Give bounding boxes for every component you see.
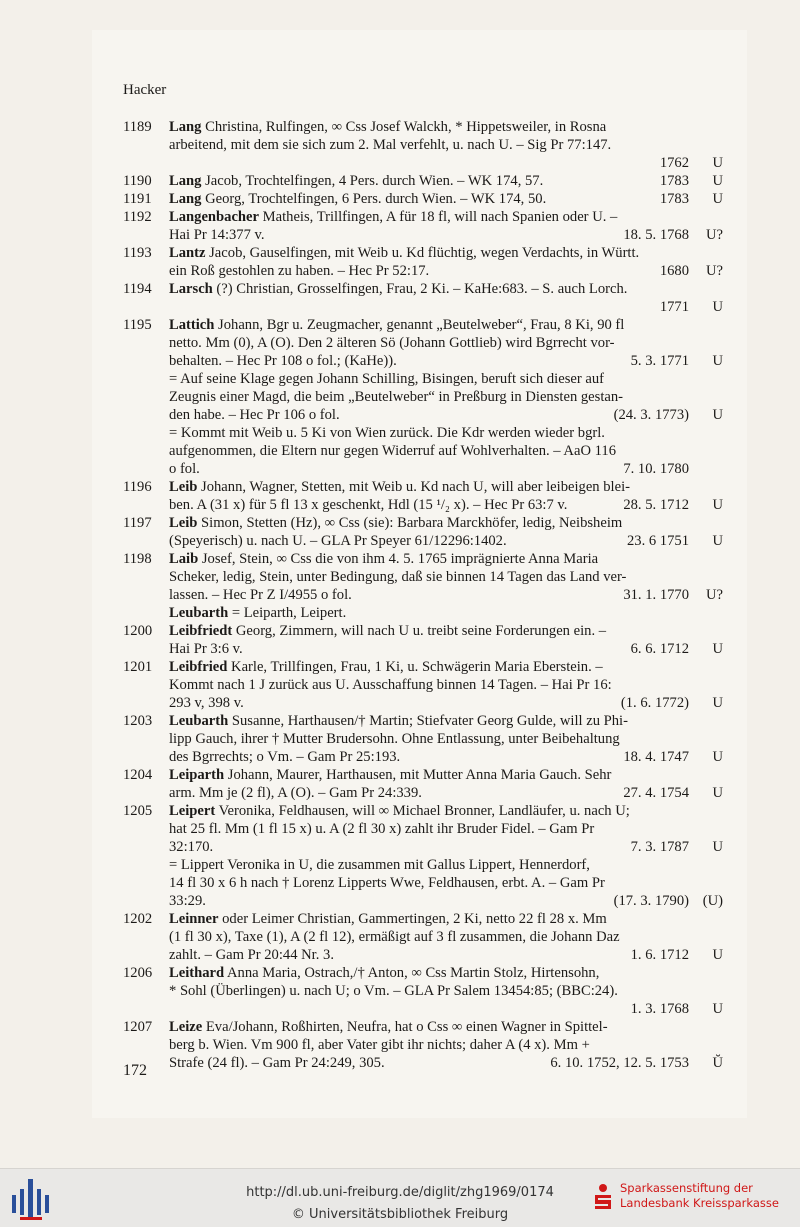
- entry-date: 6. 6. 1712: [630, 641, 689, 657]
- line-text: zahlt. – Gam Pr 20:44 Nr. 3.: [169, 947, 334, 963]
- entry-text: [169, 910, 723, 964]
- entry-number: 1191: [123, 191, 152, 207]
- entry-1195: [123, 316, 723, 478]
- entry-text: [169, 244, 723, 280]
- entry-line: [169, 874, 689, 892]
- entry-text: [169, 622, 723, 658]
- line-text: Lang Jacob, Trochtelfingen, 4 Pers. durch Wien. – WK 174, 57.: [169, 173, 544, 189]
- line-text: Leinner oder Leimer Christian, Gammertingen, 2 Ki, netto 22 fl 28 x. Mm: [169, 911, 607, 927]
- line-text: Leib Johann, Wagner, Stetten, mit Weib u. Kd nach U, will aber leibeigen blei-: [169, 479, 630, 495]
- entry-1189: [123, 118, 723, 172]
- emigration-status: U: [712, 407, 723, 423]
- line-text: Larsch (?) Christian, Grosselfingen, Frau, 2 Ki. – KaHe:683. – S. auch Lorch.: [169, 281, 628, 297]
- line-text: ben. A (31 x) für 5 fl 13 x geschenkt, Hdl (15 ¹/₂ x). – Hec Pr 63:7 v.: [169, 497, 568, 513]
- entry-number: 1193: [123, 245, 152, 261]
- entry-line: [169, 604, 689, 622]
- emigration-status: U: [712, 155, 723, 171]
- line-text: = Kommt mit Weib u. 5 Ki von Wien zurück. Die Kdr werden wieder bgrl.: [169, 425, 605, 441]
- entry-number: 1205: [123, 803, 153, 819]
- line-text: berg b. Wien. Vm 900 fl, aber Vater gibt ihr nichts; daher A (4 x). Mm +: [169, 1037, 590, 1053]
- entry-1192: [123, 208, 723, 244]
- line-text: des Bgrrechts; o Vm. – Gam Pr 25:193.: [169, 749, 401, 765]
- emigration-status: U: [712, 947, 723, 963]
- emigration-status: U: [712, 749, 723, 765]
- line-text: netto. Mm (0), A (O). Den 2 älteren Sö (Johann Gottlieb) wird Bgrrecht vor-: [169, 335, 615, 351]
- emigration-status: U?: [705, 263, 723, 279]
- entry-number: 1197: [123, 515, 152, 531]
- entry-line: [169, 820, 689, 838]
- line-text: Lang Christina, Rulfingen, ∞ Css Josef Walckh, * Hippetsweiler, in Rosna: [169, 119, 607, 135]
- entry-date: 1783: [659, 173, 689, 189]
- line-text: Langenbacher Matheis, Trillfingen, A für 18 fl, will nach Spanien oder U. –: [169, 209, 618, 225]
- entry-date: (17. 3. 1790): [613, 893, 689, 909]
- line-text: hat 25 fl. Mm (1 fl 15 x) u. A (2 fl 30 x) zahlt ihr Bruder Fidel. – Gam Pr: [169, 821, 595, 837]
- entry-number: 1196: [123, 479, 152, 495]
- running-header: Hacker: [123, 82, 167, 98]
- entry-line: [169, 1018, 689, 1036]
- line-text: arbeitend, mit dem sie sich zum 2. Mal verfehlt, u. nach U. – Sig Pr 77:147.: [169, 137, 612, 153]
- emigration-status: U: [712, 191, 723, 207]
- line-text: Leize Eva/Johann, Roßhirten, Neufra, hat o Css ∞ einen Wagner in Spittel-: [169, 1019, 608, 1035]
- entry-text: [169, 190, 723, 208]
- line-text: [169, 1000, 625, 1018]
- line-text: Kommt nach 1 J zurück aus U. Ausschaffung binnen 14 Tagen. – Hai Pr 16:: [169, 677, 612, 693]
- line-text: Leipert Veronika, Feldhausen, will ∞ Michael Bronner, Landläufer, u. nach U;: [169, 803, 630, 819]
- entry-text: [169, 550, 723, 622]
- line-text: lipp Gauch, ihrer † Mutter Brudersohn. Ohne Entlassung, unter Beibehaltung: [169, 731, 620, 747]
- entry-1198: [123, 550, 723, 622]
- entry-date: 6. 10. 1752, 12. 5. 1753: [550, 1055, 689, 1071]
- emigration-status: U: [712, 353, 723, 369]
- entry-date: (24. 3. 1773): [613, 407, 689, 423]
- entry-number: 1189: [123, 119, 152, 135]
- entry-date: 23. 6 1751: [626, 533, 689, 549]
- viewer-footer: [0, 1168, 800, 1227]
- entry-line: [169, 748, 723, 766]
- emigration-status: U?: [705, 587, 723, 603]
- line-text: ein Roß gestohlen zu haben. – Hec Pr 52:17.: [169, 263, 430, 279]
- entry-line: [169, 712, 689, 730]
- entry-text: [169, 514, 723, 550]
- entry-date: 7. 10. 1780: [623, 461, 689, 477]
- entry-text: [169, 712, 723, 766]
- line-text: aufgenommen, die Eltern nur gegen Widerruf auf Wohlverhalten. – AaO 116: [169, 443, 616, 459]
- line-text: Leubarth = Leiparth, Leipert.: [169, 605, 347, 621]
- entry-date: (1. 6. 1772): [620, 695, 689, 711]
- entry-text: [169, 478, 723, 514]
- line-text: 293 v, 398 v.: [169, 695, 244, 711]
- entry-text: [169, 172, 723, 190]
- entry-text: [169, 208, 723, 244]
- entry-line: [169, 424, 689, 442]
- line-text: o fol.: [169, 461, 200, 477]
- sparkasse-logo-icon: [592, 1183, 614, 1209]
- entry-line: [169, 802, 689, 820]
- entry-line: [169, 946, 723, 964]
- line-text: Leubarth Susanne, Harthausen/† Martin; Stiefvater Georg Gulde, will zu Phi-: [169, 713, 628, 729]
- line-text: 14 fl 30 x 6 h nach † Lorenz Lipperts Wwe, Feldhausen, erbt. A. – Gam Pr: [169, 875, 605, 891]
- entry-list: [123, 118, 723, 1072]
- entry-1200: [123, 622, 723, 658]
- sparkasse-sponsor: [592, 1179, 797, 1219]
- entry-1203: [123, 712, 723, 766]
- entry-line: [169, 496, 723, 514]
- entry-line: [169, 910, 689, 928]
- entry-line: [169, 118, 689, 136]
- entry-text: [169, 118, 723, 172]
- entry-date: 1783: [659, 191, 689, 207]
- line-text: Leibfriedt Georg, Zimmern, will nach U u. treibt seine Forderungen ein. –: [169, 623, 607, 639]
- entry-number: 1202: [123, 911, 153, 927]
- entry-date: 1. 6. 1712: [630, 947, 689, 963]
- line-text: Scheker, ledig, Stein, unter Bedingung, daß sie binnen 14 Tagen das Land ver-: [169, 569, 627, 585]
- entry-number: 1203: [123, 713, 153, 729]
- entry-text: [169, 802, 723, 910]
- entry-line: [169, 892, 723, 910]
- line-text: Leithard Anna Maria, Ostrach,/† Anton, ∞ Css Martin Stolz, Hirtensohn,: [169, 965, 600, 981]
- entry-date: 1762: [659, 155, 689, 171]
- line-text: Hai Pr 14:377 v.: [169, 227, 265, 243]
- entry-line: [169, 1054, 723, 1072]
- entry-line: [169, 478, 689, 496]
- entry-line: [169, 982, 689, 1000]
- entry-line: [169, 532, 723, 550]
- entry-text: [169, 964, 723, 1018]
- line-text: Hai Pr 3:6 v.: [169, 641, 243, 657]
- line-text: 33:29.: [169, 893, 206, 909]
- entry-1205: [123, 802, 723, 910]
- entry-line: [169, 766, 689, 784]
- entry-text: [169, 766, 723, 802]
- line-text: = Lippert Veronika in U, die zusammen mit Gallus Lippert, Hennerdorf,: [169, 857, 590, 873]
- entry-1194: [123, 280, 723, 316]
- line-text: Leibfried Karle, Trillfingen, Frau, 1 Ki, u. Schwägerin Maria Eberstein. –: [169, 659, 603, 675]
- line-text: behalten. – Hec Pr 108 o fol.; (KaHe)).: [169, 353, 397, 369]
- entry-1202: [123, 910, 723, 964]
- line-text: (Speyerisch) u. nach U. – GLA Pr Speyer 61/12296:1402.: [169, 533, 507, 549]
- emigration-status: U: [712, 533, 723, 549]
- entry-line: [169, 838, 723, 856]
- line-text: den habe. – Hec Pr 106 o fol.: [169, 407, 340, 423]
- entry-date: 1680: [659, 263, 689, 279]
- entry-line: [169, 226, 723, 244]
- emigration-status: U: [712, 785, 723, 801]
- entry-date: 7. 3. 1787: [630, 839, 689, 855]
- emigration-status: U: [712, 641, 723, 657]
- emigration-status: U: [712, 497, 723, 513]
- entry-line: [169, 352, 723, 370]
- emigration-status: U: [712, 299, 723, 315]
- line-text: (1 fl 30 x), Taxe (1), A (2 fl 12), ermäßigt auf 3 fl zusammen, die Johann Daz: [169, 929, 620, 945]
- sponsor-line-1: Sparkassenstiftung der: [620, 1181, 753, 1195]
- entry-line: [169, 514, 689, 532]
- entry-line: [169, 856, 689, 874]
- entry-line: [169, 442, 689, 460]
- line-text: Strafe (24 fl). – Gam Pr 24:249, 305.: [169, 1055, 385, 1071]
- emigration-status: (U): [702, 893, 723, 909]
- entry-1204: [123, 766, 723, 802]
- sponsor-line-2: Landesbank Kreissparkasse: [620, 1196, 779, 1210]
- entry-line: [169, 136, 689, 154]
- line-text: Leiparth Johann, Maurer, Harthausen, mit Mutter Anna Maria Gauch. Sehr: [169, 767, 612, 783]
- entry-text: [169, 316, 723, 478]
- entry-date: 18. 4. 1747: [623, 749, 689, 765]
- entry-line: [169, 262, 723, 280]
- entry-line: [169, 208, 689, 226]
- entry-line: [169, 334, 689, 352]
- entry-1201: [123, 658, 723, 712]
- entry-line: [169, 622, 689, 640]
- line-text: arm. Mm je (2 fl), A (O). – Gam Pr 24:339.: [169, 785, 422, 801]
- line-text: Zeugnis einer Magd, die beim „Beutelweber“ in Preßburg in Diensten gestan-: [169, 389, 624, 405]
- entry-date: 27. 4. 1754: [623, 785, 689, 801]
- entry-line: [169, 694, 723, 712]
- entry-date: 31. 1. 1770: [623, 587, 689, 603]
- copyright-text: © Universitätsbibliothek Freiburg: [291, 1207, 509, 1222]
- line-text: Lang Georg, Trochtelfingen, 6 Pers. durch Wien. – WK 174, 50.: [169, 191, 547, 207]
- emigration-status: U: [712, 839, 723, 855]
- emigration-status: U: [712, 1001, 723, 1017]
- entry-text: [169, 280, 723, 316]
- entry-number: 1190: [123, 173, 152, 189]
- entry-line: [169, 244, 689, 262]
- line-text: = Auf seine Klage gegen Johann Schilling, Bisingen, beruft sich dieser auf: [169, 371, 604, 387]
- line-text: Laib Josef, Stein, ∞ Css die von ihm 4. 5. 1765 imprägnierte Anna Maria: [169, 551, 599, 567]
- entry-line: [169, 280, 689, 298]
- entry-number: 1192: [123, 209, 152, 225]
- entry-number: 1194: [123, 281, 152, 297]
- line-text: Lattich Johann, Bgr u. Zeugmacher, genannt „Beutelweber“, Frau, 8 Ki, 90 fl: [169, 317, 625, 333]
- line-text: [169, 298, 654, 316]
- entry-date: 1771: [659, 299, 689, 315]
- entry-1196: [123, 478, 723, 514]
- entry-line: [169, 730, 689, 748]
- entry-line: [169, 964, 689, 982]
- entry-date: 28. 5. 1712: [623, 497, 689, 513]
- entry-text: [169, 1018, 723, 1072]
- entry-number: 1207: [123, 1019, 153, 1035]
- entry-line: [169, 658, 689, 676]
- line-text: * Sohl (Überlingen) u. nach U; o Vm. – GLA Pr Salem 13454:85; (BBC:24).: [169, 983, 618, 999]
- line-text: [169, 154, 654, 172]
- entry-line: [169, 460, 689, 478]
- entry-line: [169, 1000, 723, 1018]
- entry-1190: [123, 172, 723, 190]
- emigration-status: U: [712, 173, 723, 189]
- entry-number: 1204: [123, 767, 153, 783]
- entry-date: 5. 3. 1771: [630, 353, 689, 369]
- entry-line: [169, 568, 689, 586]
- entry-line: [169, 406, 723, 424]
- entry-line: [169, 586, 723, 604]
- emigration-status: U: [712, 695, 723, 711]
- entry-line: [169, 298, 723, 316]
- entry-1193: [123, 244, 723, 280]
- entry-1207: [123, 1018, 723, 1072]
- entry-date: 1. 3. 1768: [630, 1001, 689, 1017]
- entry-date: 18. 5. 1768: [623, 227, 689, 243]
- entry-number: 1195: [123, 317, 152, 333]
- entry-line: [169, 388, 689, 406]
- emigration-status: U?: [705, 227, 723, 243]
- entry-line: [169, 676, 689, 694]
- entry-line: [169, 370, 689, 388]
- entry-line: [169, 640, 723, 658]
- permalink-url[interactable]: http://dl.ub.uni-freiburg.de/diglit/zhg1969/0174: [246, 1185, 554, 1200]
- entry-line: [169, 190, 723, 208]
- entry-line: [169, 172, 723, 190]
- emigration-status: Ŭ: [712, 1055, 723, 1071]
- entry-line: [169, 154, 723, 172]
- entry-line: [169, 550, 689, 568]
- entry-1206: [123, 964, 723, 1018]
- entry-number: 1201: [123, 659, 153, 675]
- entry-number: 1198: [123, 551, 152, 567]
- entry-1197: [123, 514, 723, 550]
- line-text: Lantz Jacob, Gauselfingen, mit Weib u. Kd flüchtig, wegen Verdachts, in Württ.: [169, 245, 640, 261]
- entry-line: [169, 784, 723, 802]
- line-text: 32:170.: [169, 839, 214, 855]
- entry-line: [169, 928, 689, 946]
- line-text: lassen. – Hec Pr Z I/4955 o fol.: [169, 587, 352, 603]
- entry-line: [169, 316, 689, 334]
- entry-line: [169, 1036, 689, 1054]
- line-text: Leib Simon, Stetten (Hz), ∞ Css (sie): Barbara Marckhöfer, ledig, Neibsheim: [169, 515, 623, 531]
- page-number: 172: [123, 1062, 147, 1079]
- entry-1191: [123, 190, 723, 208]
- sponsor-name: [620, 1181, 779, 1211]
- entry-number: 1200: [123, 623, 153, 639]
- entry-text: [169, 658, 723, 712]
- entry-number: 1206: [123, 965, 153, 981]
